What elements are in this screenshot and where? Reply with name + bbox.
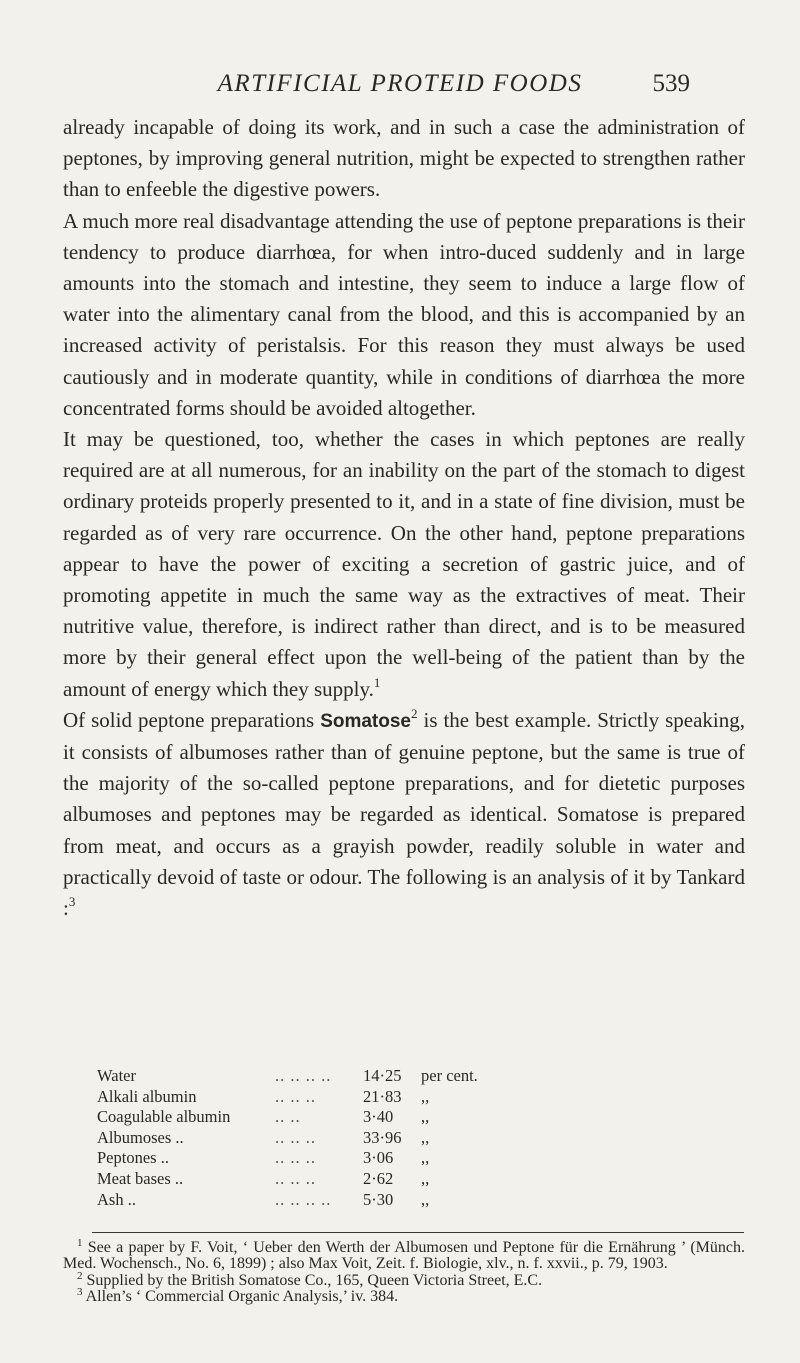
analysis-row: Ash .. .. .. .. .. 5·30 ,, — [97, 1189, 430, 1209]
analysis-row: Albumoses .. .. .. .. 33·96 ,, — [97, 1127, 430, 1147]
paragraph-4: Of solid peptone preparations Somatose$^2$ is the best example. Strictly speaking, it consists of albumoses rather than of genuine peptone, but the same is true of the majority of the so-called peptone preparations, and for dietetic purposes albumoses and peptones may be regarded as identical. Somatose is prepared from meat, and occurs as a grayish powder, readily soluble in water and practically devoid of taste or odour. The following is an analysis of it by Tankard :$^3$ — [63, 705, 745, 921]
footnote-divider — [92, 1232, 744, 1233]
footnote-1: $^1$ See a paper by F. Voit, ‘ Ueber den Werth der Albumosen und Peptone für die Ernährung ’ (Münch. Med. Wochensch., No. 6, 1899) ; also Max Voit, Zeit. f. Biologie, xlv., n. f. xxvii., p. 79, 1903. — [63, 1237, 746, 1273]
footnote-2: $^2$ Supplied by the British Somatose Co., 165, Queen Victoria Street, E.C. — [77, 1269, 543, 1289]
footnote-ref-1[interactable]: 1 — [373, 674, 381, 690]
footnote-3: $^3$ Allen’s ‘ Commercial Organic Analysis,’ iv. 384. — [77, 1286, 399, 1306]
analysis-row: Coagulable albumin .. .. 3·40 ,, — [97, 1107, 430, 1127]
body-text — [63, 112, 745, 924]
analysis-row: Peptones .. .. .. .. 3·06 ,, — [97, 1148, 430, 1168]
footnotes — [63, 1237, 746, 1306]
analysis-table — [97, 1066, 697, 1210]
footnote-ref-2[interactable]: 2 — [411, 705, 418, 721]
analysis-row: Meat bases .. .. .. .. 2·62 ,, — [97, 1168, 430, 1188]
paragraph-1: already incapable of doing its work, and in such a case the administration of peptones, by improving general nutrition, might be expected to strengthen rather than to enfeeble the digestive powers. — [63, 115, 745, 202]
page-number: 539 — [652, 70, 690, 97]
running-title: ARTIFICIAL PROTEID FOODS — [217, 70, 583, 97]
analysis-row: Alkali albumin .. .. .. 21·83 ,, — [97, 1086, 430, 1106]
somatose-term: Somatose — [320, 710, 411, 732]
paragraph-3: It may be questioned, too, whether the cases in which peptones are really required are at all numerous, for an inability on the part of the stomach to digest ordinary proteids properly presented to it, and in a state of fine division, must be regarded as of very rare occurrence. On the other hand, peptone preparations appear to have the power of exciting a secretion of gastric juice, and of promoting appetite in much the same way as the extractives of meat. Their nutritive value, therefore, is indirect rather than direct, and is to be measured more by their general effect upon the well-being of the patient than by the amount of energy which they supply.$^1$ — [63, 427, 745, 701]
footnote-ref-3[interactable]: 3 — [68, 894, 76, 910]
analysis-row: Water .. .. .. .. 14·25 per cent. — [97, 1066, 478, 1085]
paragraph-2: A much more real disadvantage attending the use of peptone preparations is their tendency to produce diarrhœa, for when intro-duced suddenly and in large amounts into the stomach and intestine, they seem to induce a large flow of water into the alimentary canal from the blood, and this is accompanied by an increased activity of peristalsis. For this reason they must always be used cautiously and in moderate quantity, while in conditions of diarrhœa the more concentrated forms should be avoided altogether. — [63, 208, 745, 420]
